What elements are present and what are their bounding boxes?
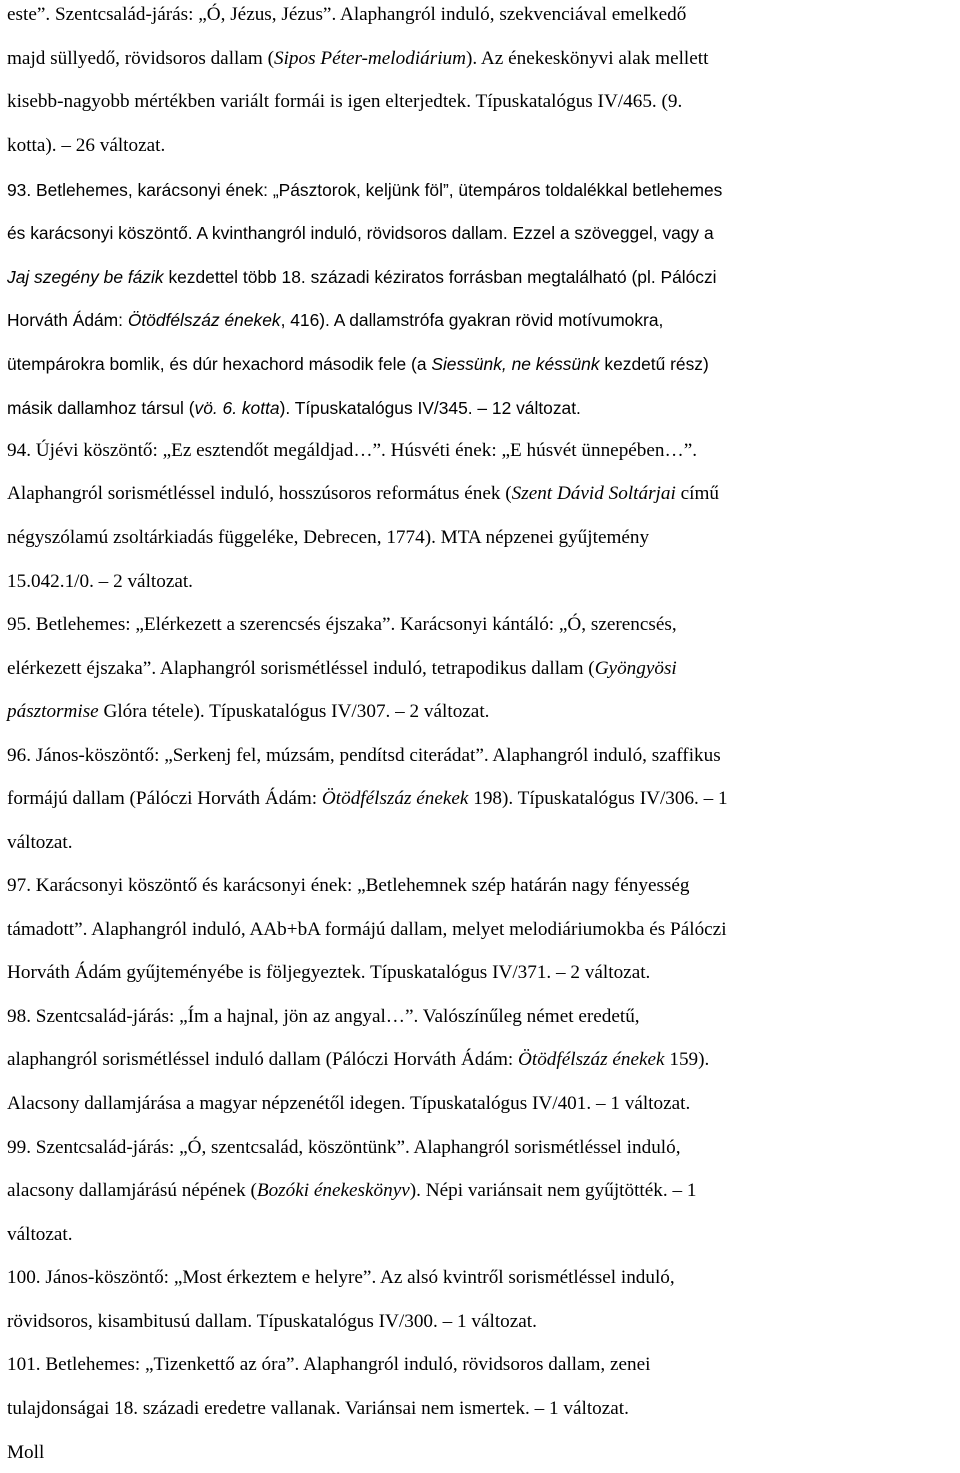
text-segment: kezdettel több 18. századi kéziratos forrásban megtalálható (pl. Pálóczi [163, 267, 717, 287]
text-segment: 100. János-köszöntő: „Most érkeztem e helyre”. Az alsó kvintről sorismétléssel induló, [7, 1267, 675, 1288]
text-segment: 98. Szentcsalád-járás: „Ím a hajnal, jön az angyal…”. Valószínűleg német eredetű, [7, 1006, 640, 1027]
text-segment: majd süllyedő, rövidsoros dallam ( [7, 48, 274, 69]
text-segment: Horváth Ádám gyűjteményébe is följegyeztek. Típuskatalógus IV/371. – 2 változat. [7, 962, 651, 983]
text-segment: ). Népi variánsait nem gyűjtötték. – 1 [409, 1180, 697, 1201]
text-line [7, 2, 686, 28]
text-segment: ). Az énekeskönyvi alak mellett [466, 48, 709, 69]
text-line [7, 1004, 640, 1030]
text-line [7, 177, 722, 203]
text-segment: és karácsonyi köszöntő. A kvinthangról induló, rövidsoros dallam. Ezzel a szöveggel, vagy a [7, 223, 714, 243]
text-line [7, 438, 697, 464]
text-line [7, 830, 73, 856]
text-segment: változat. [7, 1224, 73, 1245]
text-segment: alaphangról sorismétléssel induló dallam (Pálóczi Horváth Ádám: [7, 1049, 519, 1070]
italic-text-segment: Ötödfélszáz énekek [127, 310, 281, 330]
text-line [7, 133, 165, 159]
text-segment: című [675, 483, 719, 504]
text-segment: 101. Betlehemes: „Tizenkettő az óra”. Alaphangról induló, rövidsoros dallam, zenei [7, 1354, 651, 1375]
text-segment: tulajdonságai 18. századi eredetre vallanak. Variánsai nem ismertek. – 1 változat. [7, 1398, 629, 1419]
italic-text-segment: pásztormise [7, 701, 99, 722]
text-line [7, 220, 714, 246]
italic-text-segment: Szent Dávid Soltárjai [511, 483, 676, 504]
text-segment: 15.042.1/0. – 2 változat. [7, 571, 193, 592]
text-line [7, 743, 721, 769]
text-line [7, 1265, 675, 1291]
text-segment: Horváth Ádám: [7, 310, 128, 330]
text-line [7, 917, 727, 943]
text-segment: 198). Típuskatalógus IV/306. – 1 [468, 788, 728, 809]
text-line [7, 264, 717, 290]
text-segment: Alaphangról sorismétléssel induló, hosszúsoros református ének ( [7, 483, 512, 504]
text-line [7, 1222, 73, 1248]
text-segment: 96. János-köszöntő: „Serkenj fel, múzsám, pendítsd citerádat”. Alaphangról induló, szaffikus [7, 745, 721, 766]
text-segment: este”. Szentcsalád-járás: „Ó, Jézus, Jézus”. Alaphangról induló, szekvenciával emelkedő [7, 4, 687, 25]
text-segment: változat. [7, 832, 73, 853]
text-line [7, 873, 690, 899]
text-line [7, 1440, 44, 1466]
text-segment: másik dallamhoz társul ( [7, 398, 195, 418]
text-segment: ). Típuskatalógus IV/345. – 12 változat. [279, 398, 581, 418]
italic-text-segment: Ötödfélszáz énekek [321, 788, 469, 809]
text-line [7, 612, 677, 638]
text-line [7, 1091, 690, 1117]
italic-text-segment: Sipos Péter-melodiárium [274, 48, 466, 69]
text-line [7, 960, 650, 986]
text-segment: négyszólamú zsoltárkiadás függeléke, Debrecen, 1774). MTA népzenei gyűjtemény [7, 527, 650, 548]
text-line [7, 786, 728, 812]
text-segment: kezdetű rész) [599, 354, 709, 374]
text-line [7, 656, 677, 682]
text-line [7, 307, 663, 333]
text-line [7, 1352, 651, 1378]
text-line [7, 1178, 696, 1204]
text-line [7, 1309, 537, 1335]
text-line [7, 89, 682, 115]
italic-text-segment: Bozóki énekeskönyv [256, 1180, 410, 1201]
text-line [7, 699, 489, 725]
text-line [7, 481, 719, 507]
text-segment: 93. Betlehemes, karácsonyi ének: „Pásztorok, keljünk föl”, ütempáros toldalékkal betlehemes [7, 180, 723, 200]
text-segment: 95. Betlehemes: „Elérkezett a szerencsés éjszaka”. Karácsonyi kántáló: „Ó, szerencsés, [7, 614, 677, 635]
text-segment: 159). [664, 1049, 710, 1070]
text-segment: formájú dallam (Pálóczi Horváth Ádám: [7, 788, 322, 809]
text-segment: elérkezett éjszaka”. Alaphangról sorismétléssel induló, tetrapodikus dallam ( [7, 658, 595, 679]
text-line [7, 1047, 709, 1073]
text-segment: alacsony dallamjárású népének ( [7, 1180, 257, 1201]
italic-text-segment: Ötödfélszáz énekek [518, 1049, 665, 1070]
text-segment: támadott”. Alaphangról induló, AAb+bA formájú dallam, melyet melodiáriumokba és Pálóczi [7, 919, 727, 940]
text-segment: , 416). A dallamstrófa gyakran rövid motívumokra, [280, 310, 664, 330]
text-line [7, 525, 649, 551]
italic-text-segment: Gyöngyösi [594, 658, 677, 679]
text-segment: Moll [7, 1442, 45, 1463]
text-segment: kisebb-nagyobb mértékben variált formái is igen elterjedtek. Típuskatalógus IV/465. (9. [7, 91, 683, 112]
italic-text-segment: Siessünk, ne késsünk [431, 354, 600, 374]
text-line [7, 395, 581, 421]
text-line [7, 46, 708, 72]
text-line [7, 351, 709, 377]
text-segment: 97. Karácsonyi köszöntő és karácsonyi ének: „Betlehemnek szép határán nagy fényesség [7, 875, 690, 896]
text-segment: rövidsoros, kisambitusú dallam. Típuskatalógus IV/300. – 1 változat. [7, 1311, 537, 1332]
text-segment: 99. Szentcsalád-járás: „Ó, szentcsalád, köszöntünk”. Alaphangról sorismétléssel induló, [7, 1137, 681, 1158]
text-line [7, 1135, 681, 1161]
text-line [7, 569, 193, 595]
text-segment: ütempárokra bomlik, és dúr hexachord második fele (a [7, 354, 432, 374]
text-segment: Alacsony dallamjárása a magyar népzenétől idegen. Típuskatalógus IV/401. – 1 változat. [7, 1093, 691, 1114]
text-segment: Glóra tétele). Típuskatalógus IV/307. – 2 változat. [98, 701, 490, 722]
text-line [7, 1396, 629, 1422]
text-segment: 94. Újévi köszöntő: „Ez esztendőt megáldjad…”. Húsvéti ének: „E húsvét ünnepében…”. [7, 440, 698, 461]
italic-text-segment: Jaj szegény be fázik [7, 267, 164, 287]
italic-text-segment: vö. 6. kotta [194, 398, 280, 418]
text-segment: kotta). – 26 változat. [7, 135, 166, 156]
